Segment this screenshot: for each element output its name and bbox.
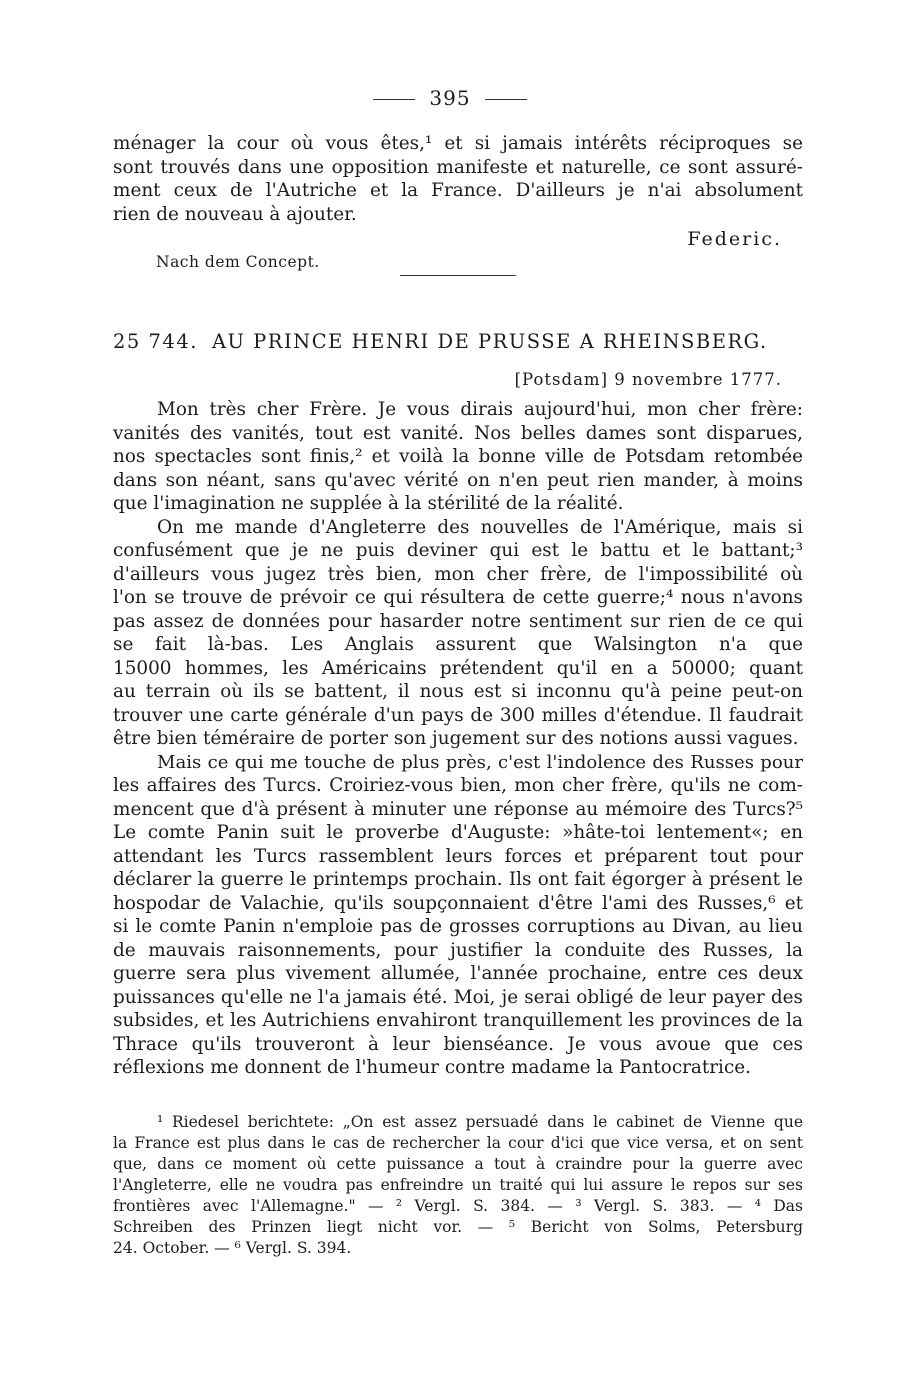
text-line: ménager la cour où vous êtes,¹ et si jamais intérêts réciproques se: [113, 133, 803, 154]
text-line: Thrace qu'ils trouveront à leur bienséance. Je vous avoue que ces: [113, 1033, 803, 1055]
letter-number: 25 744.: [113, 330, 198, 353]
page-number-rule-right: [485, 99, 527, 100]
letter-dateline: [Potsdam] 9 novembre 1777.: [514, 370, 782, 389]
text-line: nos spectacles sont finis,² et voilà la bonne ville de Potsdam retombée: [113, 446, 803, 467]
signature: Federic.: [687, 228, 782, 250]
footnote-line: 24. October. — ⁶ Vergl. S. 394.: [113, 1239, 352, 1257]
source-note: Nach dem Concept.: [156, 253, 320, 271]
text-line: Mais ce qui me touche de plus près, c'est l'indolence des Russes pour: [157, 751, 803, 773]
text-line: Le comte Panin suit le proverbe d'Auguste: »hâte-toi lentement«; en: [113, 822, 803, 843]
text-line: réflexions me donnent de l'humeur contre madame la Pantocratrice.: [113, 1057, 751, 1078]
text-line: que l'imagination ne supplée à la stérilité de la réalité.: [113, 493, 624, 514]
text-line: mencent que d'à présent à minuter une réponse au mémoire des Turcs?⁵: [113, 798, 803, 820]
page-number: [0, 86, 900, 110]
footnote-line: ¹ Riedesel berichtete: „On est assez persuadé dans le cabinet de Vienne que: [157, 1113, 803, 1131]
text-line: guerre sera plus vivement allumée, l'année prochaine, entre ces deux: [113, 963, 803, 984]
text-line: l'on se trouve de prévoir ce qui résultera de cette guerre;⁴ nous n'avons: [113, 587, 803, 608]
text-line: trouver une carte générale d'un pays de 300 milles d'étendue. Il faudrait: [113, 704, 803, 726]
text-line: hospodar de Valachie, qu'ils soupçonnaient d'être l'ami des Russes,⁶ et: [113, 892, 803, 914]
text-line: puissances qu'elle ne l'a jamais été. Moi, je serai obligé de leur payer des: [113, 986, 803, 1008]
footnotes: [113, 1112, 803, 1259]
text-line: 15000 hommes, les Américains prétendent qu'il en a 50000; quant: [113, 657, 803, 679]
text-line: vanités des vanités, tout est vanité. Nos belles dames sont disparues,: [113, 422, 803, 444]
text-line: les affaires des Turcs. Croiriez-vous bien, mon cher frère, qu'ils ne com-: [113, 775, 803, 796]
text-line: On me mande d'Angleterre des nouvelles de l'Amérique, mais si: [157, 516, 803, 538]
text-line: pas assez de données pour hasarder notre sentiment sur rien de ce qui: [113, 610, 803, 632]
text-line: d'ailleurs vous jugez très bien, mon cher frère, de l'impossibilité où: [113, 563, 803, 585]
page-number-rule-left: [373, 99, 415, 100]
footnote-line: l'Angleterre, elle ne voudra pas enfreindre un traité qui lui assure le repos sur ses: [113, 1176, 803, 1194]
footnote-line: frontières avec l'Allemagne." — ² Vergl. S. 384. — ³ Vergl. S. 383. — ⁴ Das: [113, 1197, 803, 1215]
footnote-line: que, dans ce moment où cette puissance a tout à craindre pour la guerre avec: [113, 1155, 803, 1173]
footnote-line: Schreiben des Prinzen liegt nicht vor. — ⁵ Bericht von Solms, Petersburg: [113, 1218, 803, 1236]
text-line: au terrain où ils se battent, il nous est si inconnu qu'à peine peut-on: [113, 681, 803, 702]
text-line: de mauvais raisonnements, pour justifier la conduite des Russes, la: [113, 939, 803, 961]
text-line: si le comte Panin n'emploie pas de grosses corruptions au Divan, au lieu: [113, 916, 803, 937]
text-line: dans son néant, sans qu'avec vérité on n'en peut rien mander, à moins: [113, 469, 803, 491]
text-line: être bien téméraire de porter son jugement sur des notions aussi vagues.: [113, 728, 799, 749]
text-line: rien de nouveau à ajouter.: [113, 203, 357, 225]
text-line: ment ceux de l'Autriche et la France. D'ailleurs je n'ai absolument: [113, 180, 803, 202]
letter-body: [113, 398, 803, 1080]
footnote-line: la France est plus dans le cas de rechercher la cour d'ici que vice versa, et on sent: [113, 1134, 803, 1152]
text-line: confusément que je ne puis deviner qui est le battu et le battant;³: [113, 540, 803, 561]
letter-heading: [113, 330, 803, 353]
text-line: déclarer la guerre le printemps prochain. Ils ont fait égorger à présent le: [113, 869, 803, 890]
continued-paragraph: [113, 132, 803, 226]
text-line: sont trouvés dans une opposition manifeste et naturelle, ce sont assuré-: [113, 156, 803, 178]
letter-title: AU PRINCE HENRI DE PRUSSE A RHEINSBERG.: [211, 330, 768, 353]
section-separator: [400, 275, 516, 276]
text-line: subsides, et les Autrichiens envahiront tranquillement les provinces de la: [113, 1010, 803, 1031]
page-number-text: 395: [429, 86, 471, 110]
text-line: attendant les Turcs rassemblent leurs forces et préparent tout pour: [113, 845, 803, 867]
text-line: Mon très cher Frère. Je vous dirais aujourd'hui, mon cher frère:: [157, 399, 803, 420]
text-line: se fait là-bas. Les Anglais assurent que Walsington n'a que: [113, 634, 803, 655]
